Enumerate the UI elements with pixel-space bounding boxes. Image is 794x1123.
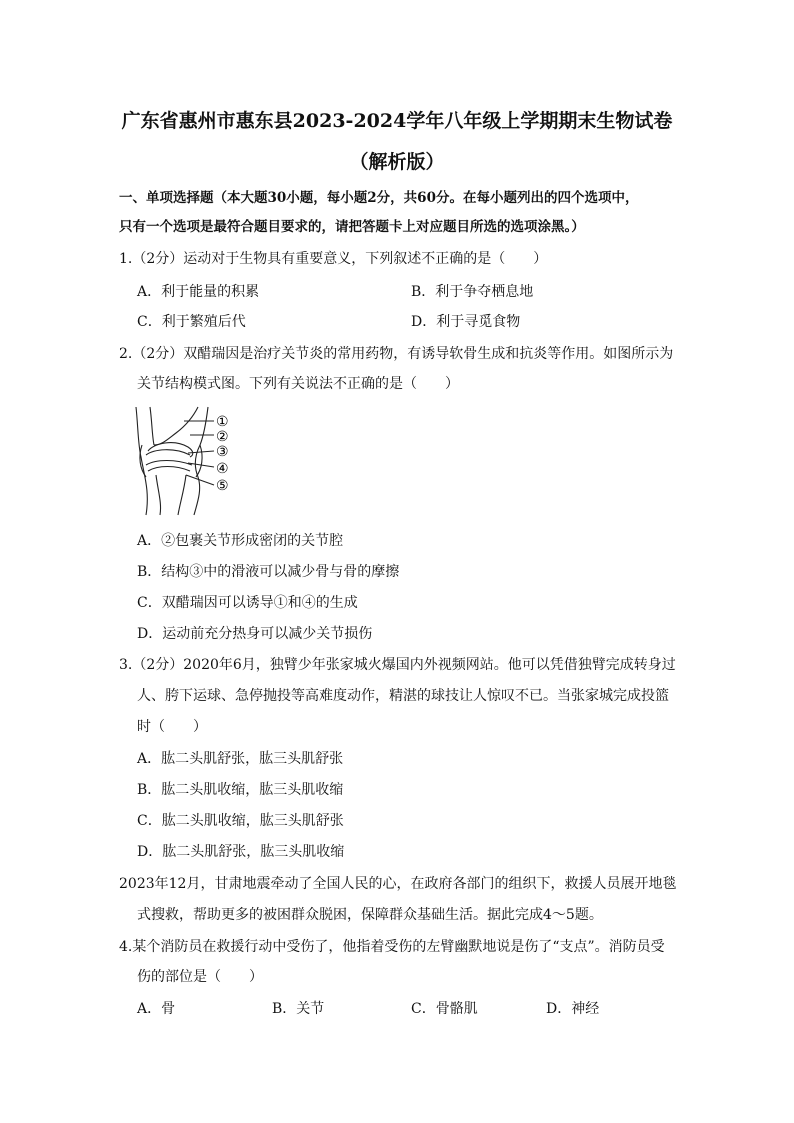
option-a: A．利于能量的积累 <box>137 284 260 300</box>
option-d: D．利于寻觅食物 <box>411 314 521 330</box>
document-title: 广东省惠州市惠东县2023-2024学年八年级上学期期末生物试卷 <box>121 110 673 132</box>
question-stem: 4.某个消防员在救援行动中受伤了，他指着受伤的左臂幽默地说是伤了“支点”。消防员受 <box>119 939 665 955</box>
document-subtitle: （解析版） <box>349 151 445 173</box>
question-stem: 2.（2分）双醋瑞因是治疗关节炎的常用药物，有诱导软骨生成和抗炎等作用。如图所示为 <box>119 346 674 362</box>
lower-bone-left <box>156 475 161 515</box>
context-line: 2023年12月，甘肃地震牵动了全国人民的心，在政府各部门的组织下，救援人员展开地毯 <box>119 876 677 892</box>
option-c: C．利于繁殖后代 <box>137 314 246 330</box>
question-stem-cont: 关节结构模式图。下列有关说法不正确的是（ ） <box>137 376 459 392</box>
option-b: B．结构③中的滑液可以减少骨与骨的摩擦 <box>137 564 400 580</box>
capsule-left <box>140 445 146 477</box>
context-line-cont: 式搜救，帮助更多的被困群众脱困，保障群众基础生活。据此完成4～5题。 <box>137 907 603 923</box>
option-d: D．神经 <box>546 1001 600 1017</box>
option-c: C．肱二头肌收缩，肱三头肌舒张 <box>137 813 344 829</box>
figure-label-5: ⑤ <box>216 478 229 494</box>
section-heading: 一、单项选择题（本大题30小题，每小题2分，共60分。在每小题列出的四个选项中， <box>119 190 639 206</box>
outer-right-outline <box>194 407 208 515</box>
question-stem: 3.（2分）2020年6月，独臂少年张家城火爆国内外视频网站。他可以凭借独臂完成转身过 <box>119 657 676 673</box>
question-stem: 1.（2分）运动对于生物具有重要意义，下列叙述不正确的是（ ） <box>119 251 548 267</box>
upper-bone-shaft-right <box>154 407 198 445</box>
question-stem-cont: 人、胯下运球、急停抛投等高难度动作，精湛的球技让人惊叹不已。当张家城完成投篮 <box>137 688 669 704</box>
option-d: D．运动前充分热身可以减少关节损伤 <box>137 626 373 642</box>
option-b: B．关节 <box>272 1001 325 1017</box>
option-a: A．肱二头肌舒张，肱三头肌舒张 <box>137 751 344 767</box>
outer-left-outline <box>136 407 147 515</box>
option-b: B．肱二头肌收缩，肱三头肌收缩 <box>137 782 344 798</box>
figure-label-4: ④ <box>216 461 229 477</box>
leader-line-5 <box>186 475 214 485</box>
question-stem-cont: 伤的部位是（ ） <box>137 969 263 985</box>
option-a: A．②包裹关节形成密闭的关节腔 <box>137 533 344 549</box>
figure-label-1: ① <box>216 414 229 430</box>
question-stem-cont: 时（ ） <box>137 719 207 735</box>
option-d: D．肱二头肌舒张，肱三头肌收缩 <box>137 844 345 860</box>
option-a: A．骨 <box>137 1001 176 1017</box>
figure-label-3: ③ <box>216 444 229 460</box>
figure-label-2: ② <box>216 429 229 445</box>
joint-socket <box>146 461 192 466</box>
section-heading-cont: 只有一个选项是最符合题目要求的，请把答题卡上对应题目所选的选项涂黑。） <box>119 219 585 235</box>
option-c: C．双醋瑞因可以诱导①和④的生成 <box>137 595 358 611</box>
joint-structure-diagram <box>128 405 248 517</box>
lower-bone-right <box>178 475 186 515</box>
option-b: B．利于争夺栖息地 <box>411 284 534 300</box>
upper-bone-shaft-left <box>150 407 154 445</box>
cartilage-lower <box>148 467 190 472</box>
option-c: C．骨骼肌 <box>411 1001 478 1017</box>
cartilage-upper <box>146 450 190 455</box>
